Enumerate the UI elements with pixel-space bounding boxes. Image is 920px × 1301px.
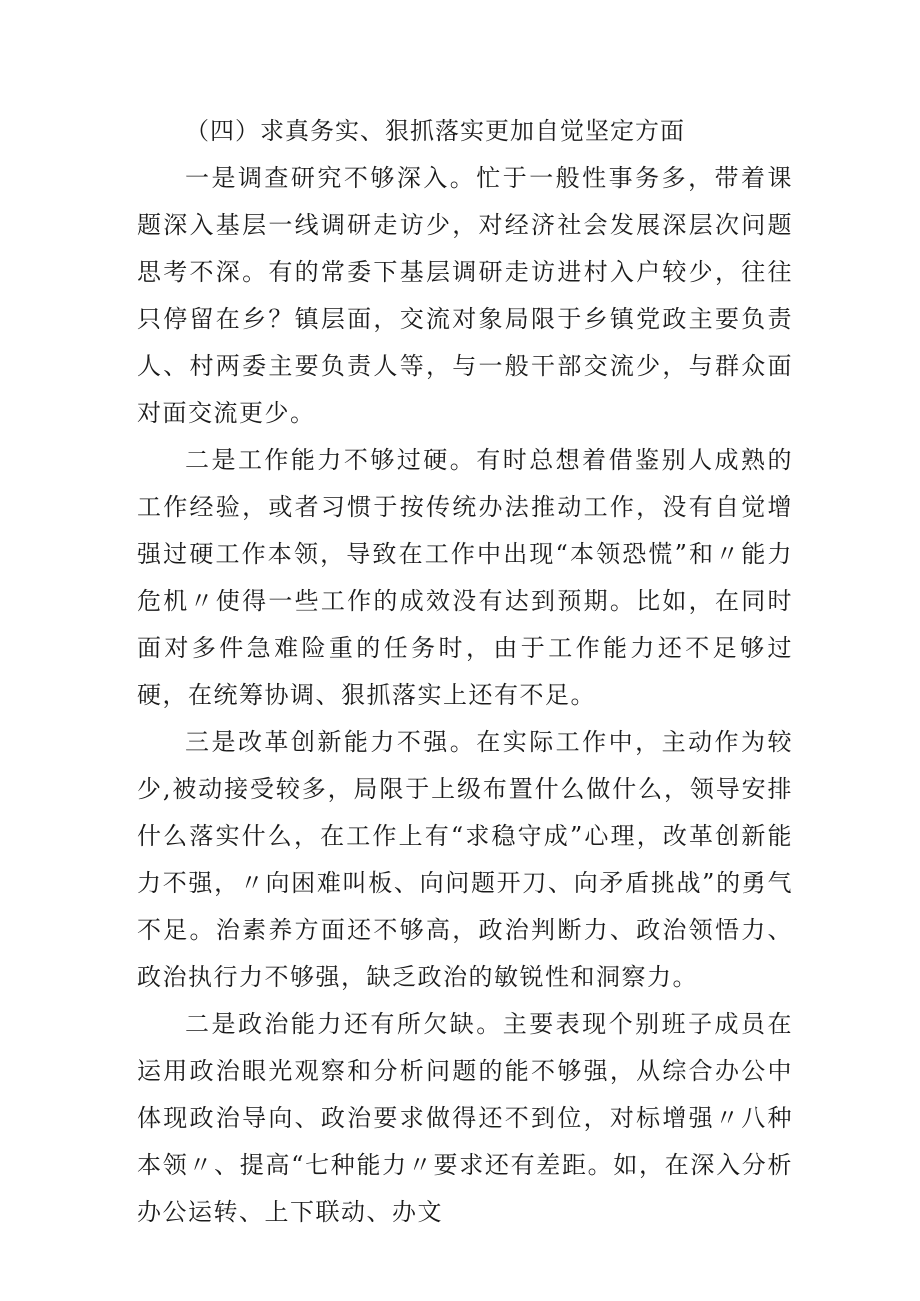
paragraph-investigation: 一是调查研究不够深入。忙于一般性事务多，带着课题深入基层一线调研走访少，对经济社会发展深层次问题思考不深。有的常委下基层调研走访进村入户较少，往往只停留在乡？镇层面，交流对象局限于乡镇党政主要负责人、村两委主要负责人等，与一般干部交流少，与群众面对面交流更少。	[137, 164, 793, 427]
document-body	[137, 108, 793, 1236]
paragraph-reform-innovation: 三是改革创新能力不强。在实际工作中，主动作为较少,被动接受较多，局限于上级布置什么做什么，领导安排什么落实什么，在工作上有“求稳守成”心理，改革创新能力不强，〃向困难叫板、向问题开刀、向矛盾挑战”的勇气不足。治素养方面还不够高，政治判断力、政治领悟力、政治执行力不够强，缺乏政治的敏锐性和洞察力。	[137, 728, 793, 991]
paragraph-work-ability: 二是工作能力不够过硬。有时总想着借鉴别人成熟的工作经验，或者习惯于按传统办法推动工作，没有自觉增强过硬工作本领，导致在工作中出现“本领恐慌”和〃能力危机〃使得一些工作的成效没有达到预期。比如，在同时面对多件急难险重的任务时，由于工作能力还不足够过硬，在统筹协调、狠抓落实上还有不足。	[137, 446, 793, 709]
section-heading: （四）求真务实、狠抓落实更加自觉坚定方面	[185, 117, 685, 145]
paragraph-political-ability: 二是政治能力还有所欠缺。主要表现个别班子成员在运用政治眼光观察和分析问题的能不够强，从综合办公中体现政治导向、政治要求做得还不到位，对标增强〃八种本领〃、提高“七种能力〃要求还有差距。如，在深入分析办公运转、上下联动、办文	[137, 1010, 793, 1226]
